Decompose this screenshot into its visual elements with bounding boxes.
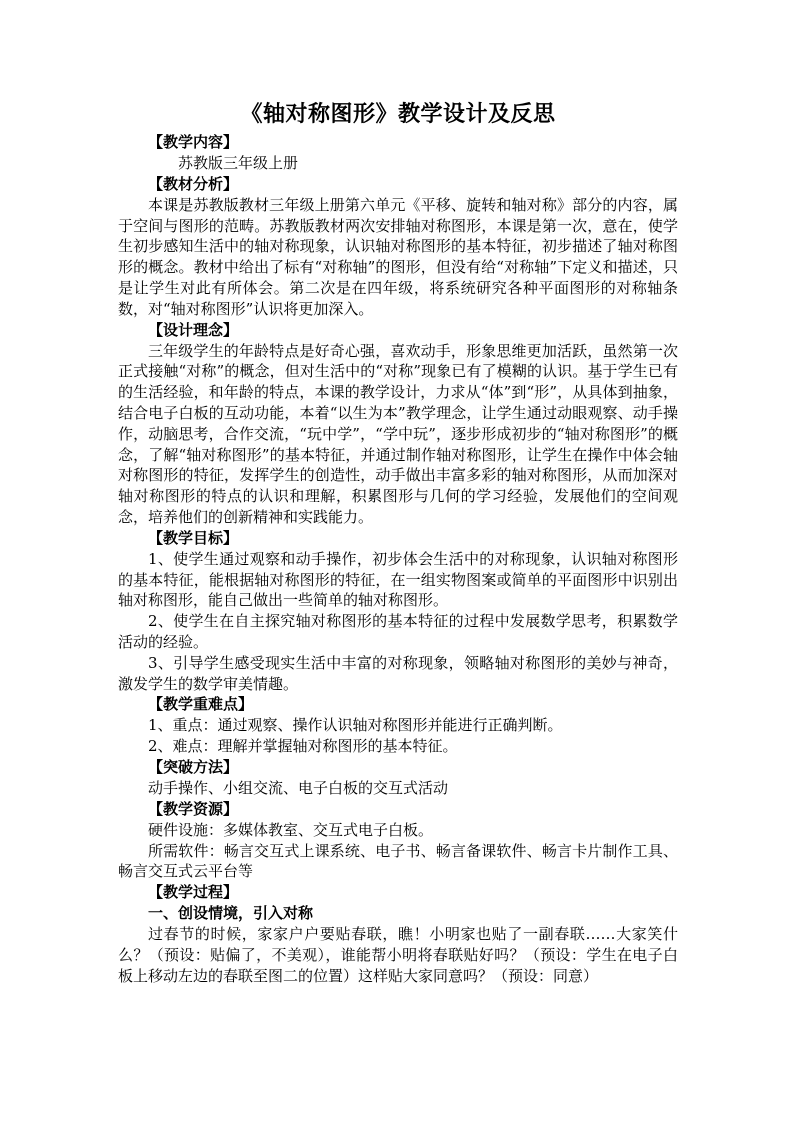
concept-text: 三年级学生的年龄特点是好奇心强，喜欢动手，形象思维更加活跃，虽然第一次正式接触“对称”的概念，但对生活中的“对称”现象已有了模糊的认识。基于学生已有的生活经验，和年龄的特点，本课的教学设计，力求从“体”到“形”，从具体到抽象，结合电子白板的互动功能，本着“以生为本”教学理念，让学生通过动眼观察、动手操作，动脑思考，合作交流，“玩中学”，“学中玩”，逐步形成初步的“轴对称图形”的概念，了解“轴对称图形”的基本特征，并通过制作轴对称图形，让学生在操作中体会轴对称图形的特征，发挥学生的创造性，动手做出丰富多彩的轴对称图形，从而加深对轴对称图形的特点的认识和理解，积累图形与几何的学习经验，发展他们的空间观念，培养他们的创新精神和实践能力。 [118, 341, 678, 526]
section-heading-resources: 【教学资源】 [148, 799, 239, 818]
goal-item-1: 1、使学生通过观察和动手操作，初步体会生活中的对称现象，认识轴对称图形的基本特征，能根据轴对称图形的特征，在一组实物图案或简单的平面图形中识别出轴对称图形，能自己做出一些简单的轴对称图形。 [118, 549, 678, 610]
goal-item-3: 3、引导学生感受现实生活中丰富的对称现象，领略轴对称图形的美妙与神奇，激发学生的数学审美情趣。 [118, 653, 678, 693]
key-point-item-1: 1、重点：通过观察、操作认识轴对称图形并能进行正确判断。 [148, 716, 563, 735]
section-heading-content: 【教学内容】 [148, 133, 239, 151]
document-page [118, 98, 678, 987]
analysis-text: 本课是苏教版教材三年级上册第六单元《平移、旋转和轴对称》部分的内容，属于空间与图形的范畴。苏教版教材两次安排轴对称图形，本课是第一次，意在，使学生初步感知生活中的轴对称现象，认识轴对称图形的基本特征，初步描述了轴对称图形的概念。教材中给出了标有“对称轴”的图形，但没有给“对称轴”下定义和描述，只是让学生对此有所体会。第二次是在四年级，将系统研究各种平面图形的对称轴条数，对“轴对称图形”认识将更加深入。 [118, 195, 678, 318]
goal-item-2: 2、使学生在自主探究轴对称图形的基本特征的过程中发展数学思考，积累数学活动的经验。 [118, 612, 678, 651]
section-heading-concept: 【设计理念】 [148, 320, 239, 339]
content-text: 苏教版三年级上册 [178, 154, 299, 172]
section-heading-goals: 【教学目标】 [148, 528, 239, 547]
process-step1-text: 过春节的时候，家家户户要贴春联，瞧！小明家也贴了一副春联……大家笑什么？（预设：贴偏了，不美观），谁能帮小明将春联贴好吗？（预设：学生在电子白板上移动左边的春联至图二的位置）这样贴大家同意吗？（预设：同意） [118, 925, 678, 985]
section-heading-key-points: 【教学重难点】 [148, 695, 254, 714]
resources-hardware: 硬件设施：多媒体教室、交互式电子白板。 [148, 820, 434, 839]
methods-text: 动手操作、小组交流、电子白板的交互式活动 [148, 778, 449, 797]
document-title: 《轴对称图形》教学设计及反思 [240, 101, 556, 127]
process-step1-heading: 一、创设情境，引入对称 [148, 904, 314, 923]
resources-software: 所需软件：畅言交互式上课系统、电子书、畅言备课软件、畅言卡片制作工具、畅言交互式云平台等 [118, 841, 678, 881]
key-point-item-2: 2、难点：理解并掌握轴对称图形的基本特征。 [148, 737, 458, 756]
section-heading-process: 【教学过程】 [148, 883, 239, 902]
section-heading-methods: 【突破方法】 [148, 757, 239, 776]
section-heading-analysis: 【教材分析】 [148, 174, 239, 193]
